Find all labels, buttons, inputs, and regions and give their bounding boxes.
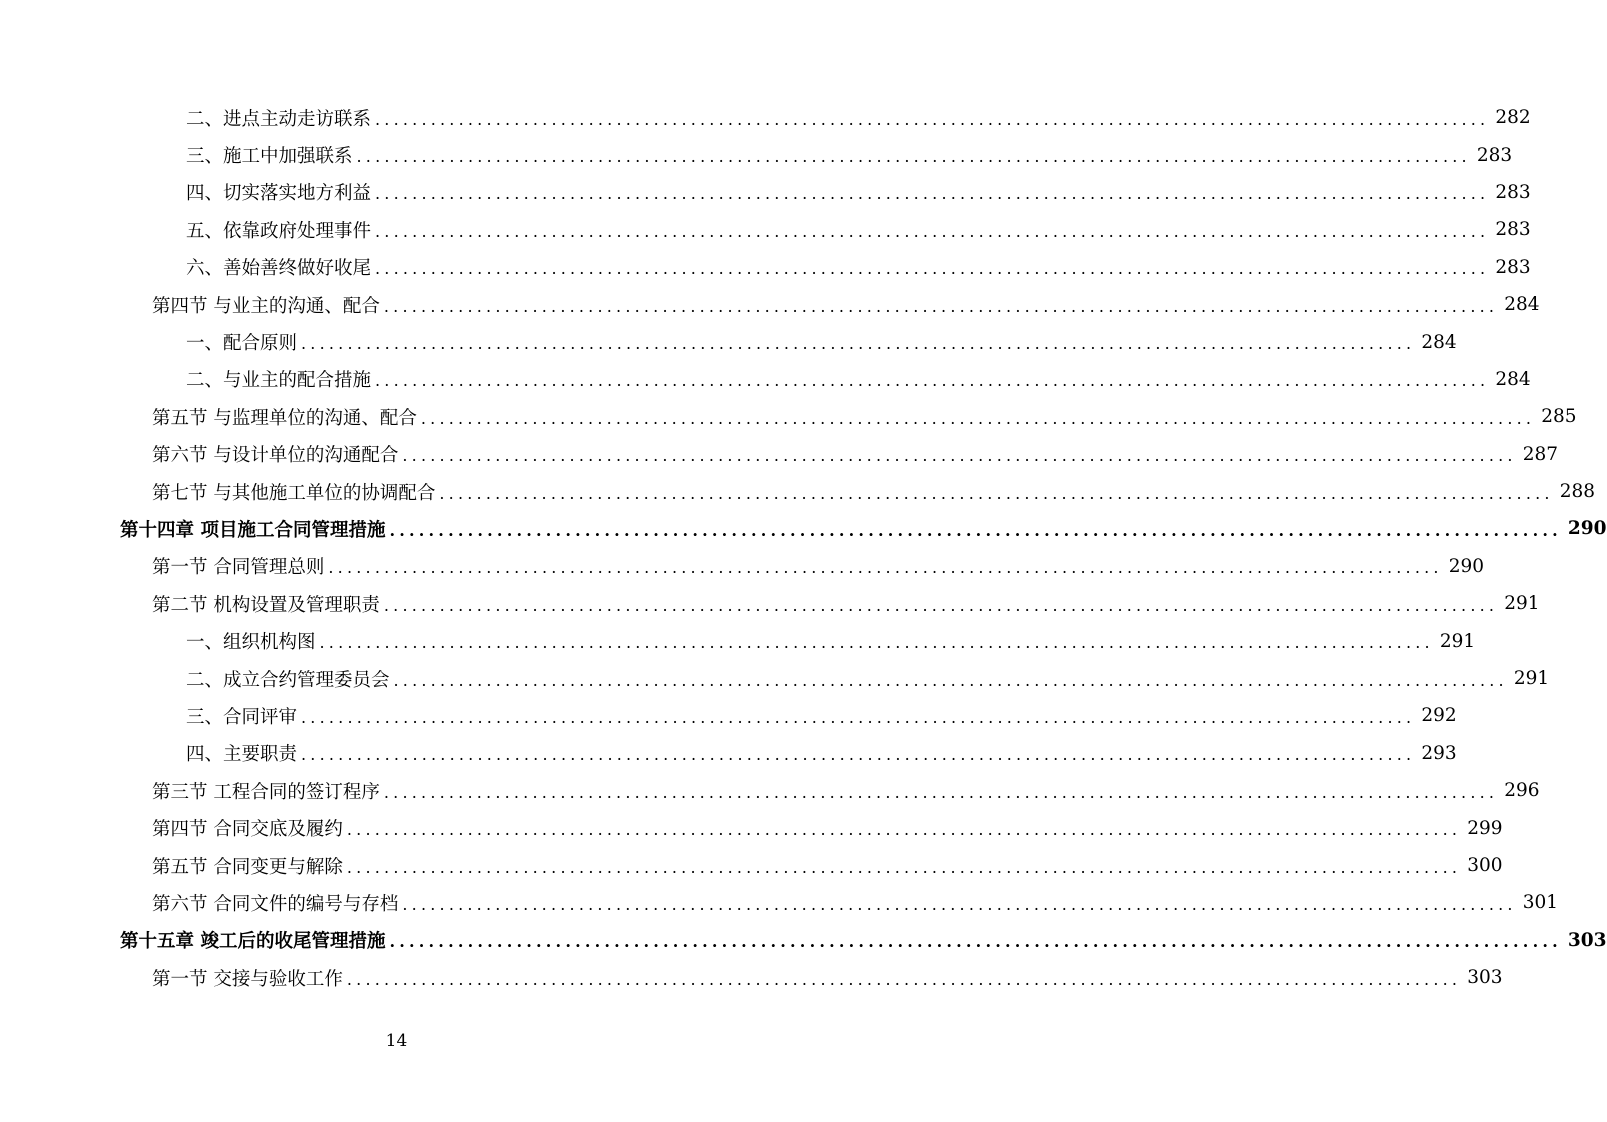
dot-leader: ........................................................................................................................ [383, 296, 1499, 316]
toc-entry-page: 283 [1476, 144, 1513, 166]
dot-leader: ........................................................................................................................ [375, 259, 1490, 279]
toc-entry-page: 284 [1421, 331, 1457, 353]
toc-entry[interactable] [0, 174, 1531, 211]
toc-entry[interactable] [0, 697, 1457, 734]
toc-entry[interactable] [0, 735, 1457, 772]
dot-leader: ........................................................................................................................ [383, 782, 1499, 802]
toc-entry[interactable] [0, 884, 1559, 921]
toc-entry-title: 四、切实落实地方利益 [186, 183, 372, 205]
toc-entry-page: 282 [1495, 107, 1531, 129]
dot-leader: ........................................................................................................................ [439, 483, 1554, 503]
toc-entry-title: 第四节 合同交底及履约 [152, 819, 343, 841]
toc-entry-page: 292 [1421, 705, 1457, 727]
dot-leader: ........................................................................................................................ [375, 221, 1490, 241]
toc-entry-title: 第四节 与业主的沟通、配合 [152, 295, 380, 317]
toc-entry-title: 第五节 与监理单位的沟通、配合 [152, 407, 417, 429]
toc-entry[interactable] [0, 660, 1550, 697]
dot-leader: ........................................................................................................................ [402, 446, 1517, 466]
toc-entry-page: 283 [1495, 181, 1531, 203]
toc-entry-page: 296 [1504, 780, 1540, 802]
toc-entry-page: 303 [1467, 967, 1503, 989]
toc-entry[interactable] [0, 323, 1457, 360]
dot-leader: ........................................................................................................................ [383, 595, 1499, 615]
toc-entry[interactable] [0, 249, 1531, 286]
toc-entry-page: 287 [1522, 443, 1559, 465]
toc-entry-title: 第三节 工程合同的签订程序 [152, 781, 380, 803]
toc-entry[interactable] [0, 361, 1531, 398]
toc-entry[interactable] [0, 548, 1485, 585]
dot-leader: ........................................................................................................................ [301, 707, 1416, 727]
toc-entry-page: 285 [1541, 406, 1577, 428]
toc-entry-page: 284 [1504, 294, 1540, 316]
toc-entry-page: 288 [1559, 481, 1596, 503]
toc-entry[interactable] [0, 847, 1503, 884]
toc-entry-title: 第十四章 项目施工合同管理措施 [120, 519, 386, 541]
toc-entry-title: 第六节 合同文件的编号与存档 [152, 893, 399, 915]
toc-entry-page: 299 [1467, 817, 1503, 839]
dot-leader: ........................................................................................................................ [389, 520, 1562, 540]
toc-entry-title: 三、施工中加强联系 [186, 146, 353, 168]
toc-entry-title: 四、主要职责 [186, 744, 298, 766]
toc-entry[interactable] [0, 585, 1540, 622]
dot-leader: ........................................................................................................................ [375, 371, 1490, 391]
dot-leader: ........................................................................................................................ [356, 147, 1471, 167]
toc-entry-title: 第一节 交接与验收工作 [152, 968, 343, 990]
toc-entry[interactable] [0, 922, 1607, 959]
toc-entry-page: 283 [1495, 256, 1531, 278]
toc-entry-title: 第一节 合同管理总则 [152, 557, 325, 579]
toc-entry-page: 293 [1421, 742, 1457, 764]
toc-entry[interactable] [0, 286, 1540, 323]
toc-entry-title: 第七节 与其他施工单位的协调配合 [152, 482, 436, 504]
dot-leader: ........................................................................................................................ [402, 894, 1517, 914]
dot-leader: ........................................................................................................................ [319, 633, 1434, 653]
toc-entry-page: 290 [1448, 555, 1485, 577]
toc-entry[interactable] [0, 136, 1513, 173]
table-of-contents [0, 99, 1607, 996]
toc-entry-title: 一、配合原则 [186, 333, 298, 355]
toc-entry-title: 二、进点主动走访联系 [186, 108, 372, 130]
dot-leader: ........................................................................................................................ [301, 334, 1416, 354]
dot-leader: ........................................................................................................................ [375, 184, 1490, 204]
toc-entry-title: 三、合同评审 [186, 706, 298, 728]
toc-entry-title: 第六节 与设计单位的沟通配合 [152, 445, 399, 467]
toc-entry-title: 第二节 机构设置及管理职责 [152, 594, 380, 616]
toc-entry-title: 第五节 合同变更与解除 [152, 856, 343, 878]
dot-leader: ........................................................................................................................ [393, 670, 1508, 690]
toc-entry-title: 一、组织机构图 [186, 632, 316, 654]
toc-entry[interactable] [0, 510, 1607, 547]
toc-entry-page: 284 [1495, 368, 1531, 390]
toc-entry-page: 301 [1522, 892, 1559, 914]
toc-entry-page: 300 [1467, 855, 1503, 876]
dot-leader: ........................................................................................................................ [346, 857, 1462, 877]
toc-entry-title: 二、与业主的配合措施 [186, 370, 372, 392]
page-number: 14 [385, 1031, 408, 1051]
toc-entry-title: 六、善始善终做好收尾 [186, 258, 372, 280]
dot-leader: ........................................................................................................................ [328, 558, 1443, 578]
toc-entry-title: 五、依靠政府处理事件 [186, 220, 372, 242]
dot-leader: ........................................................................................................................ [301, 745, 1416, 765]
toc-entry-page: 283 [1495, 219, 1531, 241]
dot-leader: ........................................................................................................................ [389, 932, 1562, 952]
toc-entry[interactable] [0, 398, 1577, 435]
toc-entry-page: 291 [1513, 668, 1550, 690]
toc-entry[interactable] [0, 959, 1503, 996]
toc-entry[interactable] [0, 622, 1476, 659]
toc-entry-page: 303 [1567, 929, 1607, 951]
dot-leader: ........................................................................................................................ [346, 820, 1462, 840]
toc-entry[interactable] [0, 211, 1531, 248]
dot-leader: ........................................................................................................................ [420, 408, 1536, 428]
toc-entry-page: 290 [1567, 518, 1607, 540]
toc-entry[interactable] [0, 772, 1540, 809]
toc-entry[interactable] [0, 99, 1531, 136]
toc-entry-page: 291 [1439, 630, 1476, 652]
toc-entry-title: 二、成立合约管理委员会 [186, 669, 390, 691]
toc-entry-page: 291 [1504, 593, 1540, 615]
dot-leader: ........................................................................................................................ [346, 969, 1462, 989]
toc-entry[interactable] [0, 436, 1559, 473]
dot-leader: ........................................................................................................................ [375, 109, 1490, 129]
toc-entry[interactable] [0, 809, 1503, 846]
toc-entry[interactable] [0, 473, 1596, 510]
toc-entry-title: 第十五章 竣工后的收尾管理措施 [120, 931, 386, 953]
